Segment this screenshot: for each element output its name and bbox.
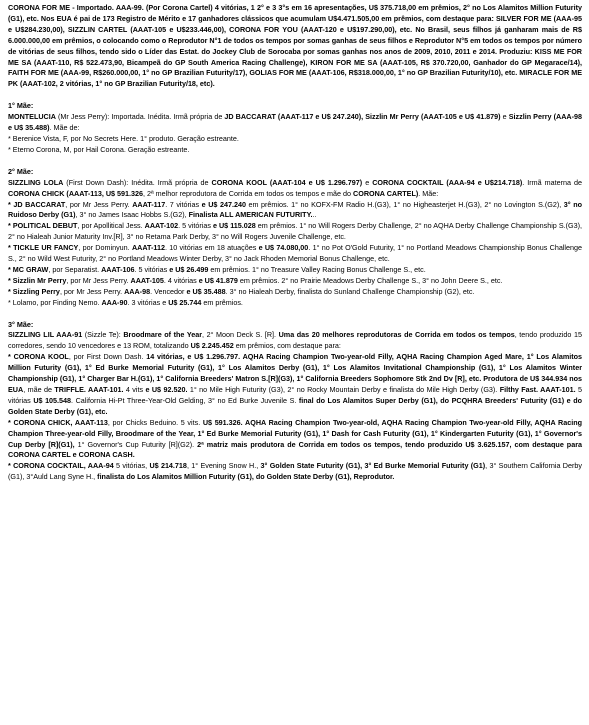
text: (Mr Jess Perry): Importada. Inédita. Irmã própria de	[55, 112, 225, 122]
text: em prêmios. 1° no Treasure Valley Racing Bonus Challenge S., etc.	[208, 264, 426, 274]
text: , por Mr Jess Perry.	[66, 275, 131, 285]
text: . 10 vitórias em 18 atuações	[164, 243, 259, 253]
speed-index: AAAT-117	[132, 199, 166, 209]
third-dam-heading: 3° Mãe:	[8, 319, 34, 329]
earnings: e U$ 26.499	[169, 264, 209, 274]
text: . 7 vitórias	[165, 199, 202, 209]
earnings: e U$ 115.028	[212, 221, 256, 231]
text: , 2ª melhor reprodutora de Corrida em todos os tempos e mãe do	[143, 188, 354, 198]
progeny-name: * Lolamo, por Finding Nemo.	[8, 297, 102, 307]
text: . Irmã materna de	[522, 177, 582, 187]
progeny-item	[8, 200, 582, 222]
text: em prêmios. 1° no KOFX-FM Radio H.(G3), 1° no Higheasterjet H.(G3), 2° no Lovington S.(G2),	[245, 199, 564, 209]
earnings: e U$ 41.879	[198, 275, 238, 285]
dam-name: SIZZLING LOLA	[8, 177, 64, 187]
third-dam-section	[8, 320, 582, 484]
earnings: e U$ 74.080,00	[258, 243, 309, 253]
text: 5 vitórias	[8, 385, 583, 405]
text: . Vencedor	[150, 286, 187, 296]
highlight: 3° Golden State Futurity (G1), 3° Ed Burke Memorial Futurity (G1)	[260, 461, 486, 471]
first-dam-section	[8, 101, 582, 156]
speed-index: AAAT-106	[101, 264, 135, 274]
progeny-item: * Berenice Vista, F, por No Secrets Here. 1° produto. Geração estreante.	[8, 133, 239, 143]
text: , por Mr Jess Perry.	[65, 199, 133, 209]
text: 5 vitórias,	[113, 461, 150, 471]
progeny-name: * CORONA COCKTAIL, AAA-94	[8, 461, 114, 471]
second-dam-description	[8, 178, 582, 200]
text: , tendo produzido 15 corredores, sendo 10 vencedores e 13 ROM, totalizando	[8, 330, 582, 351]
progeny-item	[8, 298, 582, 309]
text: . 5 vitórias	[134, 264, 170, 274]
sire-description: CORONA FOR ME - Importado. AAA-99. (Por Corona Cartel) 4 vitórias, 1 2° e 3 3°s em 16 apresentações, U$ 375.718,00 em prêmios, 2° no Los Alamitos Million Futurity (G1), etc. Nos EUA é pai de 173 Registro de Mérito e 17 ganhadores clássicos que acumulam U$4.471.505,00 em prêmios, com destaque para: SILVER FOR ME (AAA-95 e U$284.230,00), SIZZLIN CARTEL (AAAT-105 e U$233.446,00), CORONA FOR YOU (AAAT-120 e U$197.290,00), etc. No Brasil, seus filhos já ganharam mais de R$ 6.000.000,00 em prêmios, o colocando como o Reprodutor N°1 de todos os tempos por somas ganhas de seus filhos e Reprodutor N°5 em todos os tempos por número de vitórias de seus filhos, tendo sido o Líder das Estat. do Jockey Club de Sorocaba por somas ganhas nos anos de 2009, 2010, 2011 e 2014. Produziu: KISS ME FOR ME SA (AAAT-110, R$ 522.473,90, Bicampeã do GP South America Racing Challenge), KIRON FOR ME SA (AAAT-105, R$ 370.720,00, Ganhador do GP Megarace/14), FAITH FOR ME (AAA-99, R$260.000,00, 1° no GP Brazilian Futurity/17), GOLIAS FOR ME (AAAT-106, R$318.000,00, 1° no GP Brazilian Futurity/10), etc. MIRACLE FOR ME PK (AAAT-102, 2 vitórias, 1° no GP Brazilian Futurity/18, etc).	[8, 3, 582, 89]
dam-name: SIZZLING LIL AAA-91	[8, 330, 83, 340]
progeny-item	[8, 276, 582, 287]
progeny-name: * POLITICAL DEBUT	[8, 221, 78, 231]
highlight: 3° no Ruidoso Derby (G1)	[8, 199, 582, 220]
sibling-highlight: CORONA KOOL (AAAT-104 e U$ 1.296.797)	[211, 177, 363, 187]
sibling-highlight: CORONA COCKTAIL (AAA-94 e U$214.718)	[372, 177, 523, 187]
text: . Mãe:	[418, 188, 439, 198]
text: em prêmios.	[201, 297, 243, 307]
progeny-name: * TICKLE UR FANCY	[8, 243, 79, 253]
dam-name: MONTELUCIA	[8, 112, 56, 122]
text: 4 vits	[123, 385, 146, 394]
progeny-item	[8, 287, 582, 298]
speed-index: AAA-98	[124, 286, 151, 296]
text: , por Dominyun.	[78, 243, 132, 253]
text: 1° no Mile High Futurity (G3), 2° no Rocky Mountain Derby e finalista do Mile High Derby (G3).	[187, 385, 500, 394]
text: em prêmios. 1° no Will Rogers Derby Challenge, 2° no AQHA Derby Challenge Championship S.(G3), 2° no Hialeah Junior Maturity Inv.[R], 3° no Retama Park Derby, 3° no Will Rogers Juvenile Challenge, etc.	[8, 221, 582, 242]
earnings: e U$ 92.520.	[145, 385, 188, 394]
text: , por Mr Jess Perry.	[59, 286, 125, 296]
text: . 3 vitórias e	[127, 297, 169, 307]
highlight: Broodmare of the Year	[123, 330, 203, 340]
highlight: 2ª matriz mais produtora de Corrida em todos os tempos, tendo produzido U$ 3.625.157, com destaque para CORONA CARTEL e CORONA CASH.	[8, 439, 582, 460]
progeny-item	[8, 352, 582, 417]
text: . 1° no Pot O'Gold Futurity, 1° no Portland Meadows Championship Bonus Challenge S., 2° no Wild West Futurity, 2° no Portland Meadows Winter Derby, 3° no Jack Rhoden Memorial Bonus Challenge, etc.	[8, 243, 583, 264]
progeny-item	[8, 265, 582, 276]
highlight: U$ 591.326. AQHA Racing Champion Two-year-old, AQHA Racing Champion Two-year-old Filly, AQHA Racing Champion Three-year-old Filly, Broodmare of the Year, 1° Ed Burke Memorial Futurity (G1), 1° Dash for Cash Futurity (G1), 1° Kindergarten Futurity (G1), 1° Governor's Cup Derby [R](G1),	[8, 417, 582, 449]
highlight: Finalista ALL AMERICAN FUTURITY.	[188, 210, 313, 220]
earnings: U$ 25.744	[168, 297, 202, 307]
text: ..	[312, 210, 317, 220]
text: e	[362, 177, 373, 187]
highlight: final do Los Alamitos Super Derby (G1), do PCQHRA Breeders' Futurity (G1) e do Golden State Derby (G1), etc.	[8, 395, 582, 416]
progeny-name: * JD BACCARAT	[8, 199, 66, 209]
progeny-item	[8, 418, 582, 462]
earnings: e U$ 35.488	[186, 286, 226, 296]
text: 1° Governor's Cup Futurity [R](G2).	[74, 439, 198, 449]
highlight: finalista do Los Alamitos Million Futurity (G1), do Golden State Derby (G1), Reprodutor.	[97, 472, 395, 482]
speed-index: AAAT-112	[131, 243, 165, 253]
progeny-name: * MC GRAW	[8, 264, 49, 274]
sibling-highlight: CORONA CARTEL)	[353, 188, 419, 198]
speed-index: AAAT-102	[144, 221, 179, 231]
progeny-item	[8, 243, 582, 265]
sibling-highlight: Sizzlin Perry (AAA-98 e U$ 35.488)	[8, 112, 582, 133]
text: . 4 vitórias	[163, 275, 199, 285]
text: . 3° no Hialeah Derby, finalista do Sunland Challenge Championship (G2), etc.	[225, 286, 475, 296]
text: , por First Down Dash.	[68, 352, 147, 362]
speed-index: AAA-90	[101, 297, 128, 307]
speed-index: AAAT-105	[130, 275, 164, 285]
progeny-name: * CORONA KOOL	[8, 352, 69, 362]
progeny-name: * Sizzlin Mr Perry	[8, 275, 67, 285]
text: , por Apollitical Jess.	[77, 221, 145, 231]
text: , mãe de	[23, 385, 55, 394]
progeny-name: * CORONA CHICK, AAAT-113	[8, 417, 108, 427]
highlight: TRIFFLE. AAAT-101.	[54, 385, 124, 394]
progeny-item: * Eterno Corona, M, por Hail Corona. Geração estreante.	[8, 144, 190, 154]
earnings: U$ 105.548	[33, 395, 72, 405]
text: . California Hi-Pt Three-Year-Old Gelding, 3° no Ed Burke Juvenile S.	[71, 395, 299, 405]
text: , 1° Evening Snow H.,	[186, 461, 261, 471]
earnings: U$ 214.718	[149, 461, 187, 471]
text: . 5 vitórias	[178, 221, 213, 231]
text: (Sizzle Te):	[82, 330, 124, 340]
sibling-highlight: CORONA CHICK (AAAT-113, U$ 591.326	[8, 188, 144, 198]
text: (First Down Dash): Inédita. Irmã própria de	[63, 177, 212, 187]
sire-section	[8, 3, 582, 90]
highlight: 14 vitórias, e U$ 1.296.797. AQHA Racing Champion Two-year-old Filly, AQHA Racing Champion Aged Mare, 1° Los Alamitos Million Futurity (G1), 1° Ed Burke Memorial Futurity (G1), 1° Los Alamitos Derby (G1), 1° Los Alamitos Invitational Championship (G1), 1° Los Alamitos Winter Championship (G1), 1° Charger Bar H.(G1), 1° California Breeders' Matron S.[R](G3), 1° California Breeders Sophomore Stk 2nd Dv [R], etc. Produtora de U$ 344.934 nos EUA	[8, 352, 582, 394]
text: , 3° Southern California Derby (G1), 3°Auld Lang Syne H.,	[8, 461, 582, 482]
earnings: U$ 2.245.452	[190, 341, 234, 351]
progeny-item	[8, 221, 582, 243]
third-dam-description	[8, 330, 582, 352]
text: , por Separatist.	[48, 264, 102, 274]
text: , por Chicks Beduino. 5 vits.	[107, 417, 203, 427]
text: e	[500, 112, 509, 122]
text: em prêmios, com destaque para:	[233, 341, 341, 351]
text: , 3° no James Isaac Hobbs S.(G2),	[75, 210, 189, 220]
second-dam-section	[8, 167, 582, 309]
highlight: Uma das 20 melhores reprodutoras de Corrida em todos os tempos	[278, 330, 515, 340]
highlight: Filthy Fast. AAAT-101.	[499, 385, 576, 394]
text: . Mãe de:	[49, 123, 80, 133]
second-dam-heading: 2° Mãe:	[8, 166, 34, 176]
sibling-highlight: JD BACCARAT (AAAT-117 e U$ 247.240), Sizzlin Mr Perry (AAAT-105 e U$ 41.879)	[224, 112, 501, 122]
text: , 2° Moon Deck S. [R].	[202, 330, 279, 340]
earnings: e U$ 247.240	[201, 199, 246, 209]
text: em prêmios. 2° no Prairie Meadows Derby Challenge S., 3° no John Deere S., etc.	[237, 275, 503, 285]
progeny-item	[8, 461, 582, 483]
progeny-name: * Sizzling Perry	[8, 286, 60, 296]
first-dam-heading: 1° Mãe:	[8, 101, 34, 111]
first-dam-description	[8, 112, 582, 134]
